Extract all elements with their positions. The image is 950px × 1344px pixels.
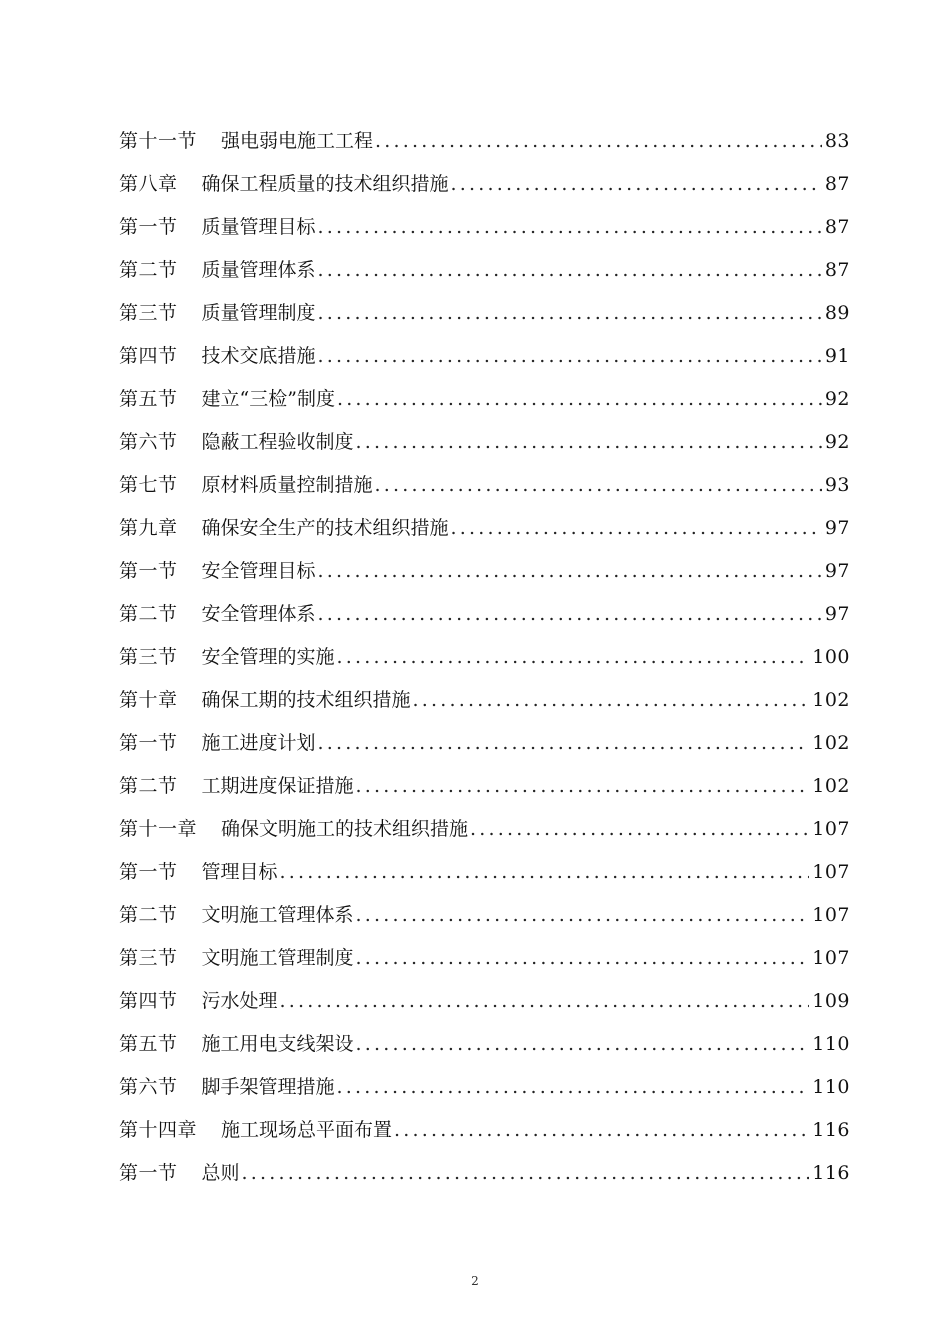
toc-entry-title: 污水处理 xyxy=(201,990,278,1012)
toc-entry-label: 第十四章 xyxy=(119,1119,198,1141)
toc-dot-leader xyxy=(318,292,822,335)
toc-entry-label: 第一节 xyxy=(119,216,178,238)
toc-dot-leader xyxy=(413,679,810,722)
toc-entry-label: 第十一节 xyxy=(119,130,198,152)
toc-dot-leader xyxy=(318,249,822,292)
toc-entry-label: 第七节 xyxy=(119,474,178,496)
toc-entry-title: 施工进度计划 xyxy=(201,732,316,754)
toc-entry[interactable] xyxy=(119,808,850,851)
toc-entry-page: 107 xyxy=(812,904,850,926)
toc-entry[interactable] xyxy=(119,851,850,894)
toc-entry-page: 92 xyxy=(824,388,850,410)
toc-entry[interactable] xyxy=(119,464,850,507)
toc-entry-page: 97 xyxy=(824,603,850,625)
toc-entry-label: 第一节 xyxy=(119,732,178,754)
toc-entry-label: 第四节 xyxy=(119,990,178,1012)
toc-dot-leader xyxy=(356,1023,810,1066)
toc-entry[interactable] xyxy=(119,1066,850,1109)
toc-entry-title: 安全管理的实施 xyxy=(201,646,335,668)
toc-entry[interactable] xyxy=(119,550,850,593)
toc-entry-page: 100 xyxy=(812,646,850,668)
toc-entry-title: 确保安全生产的技术组织措施 xyxy=(201,517,449,539)
table-of-contents xyxy=(119,120,850,1195)
toc-dot-leader xyxy=(356,894,810,937)
toc-entry[interactable] xyxy=(119,722,850,765)
toc-dot-leader xyxy=(318,722,810,765)
toc-dot-leader xyxy=(337,636,810,679)
toc-entry-page: 91 xyxy=(824,345,850,367)
toc-entry-label: 第五节 xyxy=(119,1033,178,1055)
toc-entry[interactable] xyxy=(119,1023,850,1066)
toc-entry[interactable] xyxy=(119,894,850,937)
toc-entry[interactable] xyxy=(119,163,850,206)
toc-entry-title: 强电弱电施工工程 xyxy=(221,130,374,152)
toc-entry-page: 87 xyxy=(824,216,850,238)
toc-dot-leader xyxy=(337,1066,810,1109)
toc-entry-page: 92 xyxy=(824,431,850,453)
toc-entry-label: 第二节 xyxy=(119,259,178,281)
toc-entry[interactable] xyxy=(119,1109,850,1152)
toc-entry-page: 110 xyxy=(812,1076,850,1098)
toc-entry[interactable] xyxy=(119,206,850,249)
toc-entry-page: 93 xyxy=(824,474,850,496)
toc-entry[interactable] xyxy=(119,421,850,464)
toc-dot-leader xyxy=(280,980,810,1023)
toc-entry-page: 116 xyxy=(812,1119,850,1141)
toc-entry-page: 83 xyxy=(824,130,850,152)
toc-entry-label: 第九章 xyxy=(119,517,178,539)
toc-entry-title: 确保工程质量的技术组织措施 xyxy=(201,173,449,195)
toc-dot-leader xyxy=(451,507,822,550)
toc-entry-label: 第十一章 xyxy=(119,818,198,840)
toc-entry-title: 技术交底措施 xyxy=(201,345,316,367)
toc-entry-label: 第五节 xyxy=(119,388,178,410)
toc-entry-label: 第六节 xyxy=(119,431,178,453)
toc-dot-leader xyxy=(356,421,822,464)
toc-entry-title: 安全管理体系 xyxy=(201,603,316,625)
toc-entry[interactable] xyxy=(119,937,850,980)
toc-entry-title: 确保工期的技术组织措施 xyxy=(201,689,411,711)
toc-entry-label: 第六节 xyxy=(119,1076,178,1098)
toc-entry[interactable] xyxy=(119,593,850,636)
toc-entry-label: 第十章 xyxy=(119,689,178,711)
toc-entry[interactable] xyxy=(119,249,850,292)
toc-entry-title: 管理目标 xyxy=(201,861,278,883)
toc-entry[interactable] xyxy=(119,378,850,421)
toc-entry-page: 97 xyxy=(824,560,850,582)
toc-entry-page: 107 xyxy=(812,947,850,969)
toc-entry[interactable] xyxy=(119,1152,850,1195)
toc-dot-leader xyxy=(318,593,822,636)
toc-dot-leader xyxy=(242,1152,810,1195)
toc-entry-title: 质量管理目标 xyxy=(201,216,316,238)
toc-dot-leader xyxy=(318,206,822,249)
toc-entry[interactable] xyxy=(119,120,850,163)
toc-entry-page: 110 xyxy=(812,1033,850,1055)
toc-dot-leader xyxy=(318,335,822,378)
toc-entry-title: 安全管理目标 xyxy=(201,560,316,582)
toc-entry-title: 文明施工管理制度 xyxy=(201,947,354,969)
page-number: 2 xyxy=(471,1274,479,1288)
toc-entry-label: 第二节 xyxy=(119,904,178,926)
toc-dot-leader xyxy=(375,120,822,163)
toc-entry-label: 第二节 xyxy=(119,775,178,797)
toc-dot-leader xyxy=(337,378,822,421)
toc-entry-page: 109 xyxy=(812,990,850,1012)
toc-entry-title: 工期进度保证措施 xyxy=(201,775,354,797)
toc-entry-label: 第三节 xyxy=(119,302,178,324)
toc-entry-title: 总则 xyxy=(201,1162,240,1184)
toc-entry-page: 97 xyxy=(824,517,850,539)
toc-entry-title: 脚手架管理措施 xyxy=(201,1076,335,1098)
toc-entry-page: 87 xyxy=(824,259,850,281)
toc-entry-title: 原材料质量控制措施 xyxy=(201,474,373,496)
toc-entry-label: 第一节 xyxy=(119,861,178,883)
toc-dot-leader xyxy=(318,550,822,593)
toc-entry-page: 102 xyxy=(812,775,850,797)
toc-entry-page: 107 xyxy=(812,861,850,883)
toc-entry-title: 质量管理体系 xyxy=(201,259,316,281)
toc-dot-leader xyxy=(280,851,810,894)
toc-entry-page: 102 xyxy=(812,732,850,754)
toc-entry-label: 第一节 xyxy=(119,1162,178,1184)
toc-entry-title: 隐蔽工程验收制度 xyxy=(201,431,354,453)
toc-entry[interactable] xyxy=(119,980,850,1023)
toc-entry-page: 102 xyxy=(812,689,850,711)
toc-dot-leader xyxy=(356,937,810,980)
toc-entry-page: 87 xyxy=(824,173,850,195)
toc-entry-title: 确保文明施工的技术组织措施 xyxy=(221,818,469,840)
toc-entry-page: 116 xyxy=(812,1162,850,1184)
toc-entry-label: 第一节 xyxy=(119,560,178,582)
toc-entry-label: 第三节 xyxy=(119,947,178,969)
toc-entry-page: 89 xyxy=(824,302,850,324)
toc-entry[interactable] xyxy=(119,335,850,378)
toc-entry[interactable] xyxy=(119,765,850,808)
toc-entry-page: 107 xyxy=(812,818,850,840)
toc-entry-title: 文明施工管理体系 xyxy=(201,904,354,926)
toc-dot-leader xyxy=(356,765,810,808)
toc-entry-label: 第二节 xyxy=(119,603,178,625)
toc-entry[interactable] xyxy=(119,636,850,679)
toc-dot-leader xyxy=(470,808,809,851)
toc-entry[interactable] xyxy=(119,507,850,550)
toc-entry-label: 第三节 xyxy=(119,646,178,668)
toc-entry[interactable] xyxy=(119,292,850,335)
toc-entry-label: 第八章 xyxy=(119,173,178,195)
toc-dot-leader xyxy=(451,163,822,206)
toc-entry[interactable] xyxy=(119,679,850,722)
toc-entry-title: 质量管理制度 xyxy=(201,302,316,324)
toc-entry-label: 第四节 xyxy=(119,345,178,367)
toc-dot-leader xyxy=(375,464,822,507)
toc-dot-leader xyxy=(394,1109,809,1152)
toc-entry-title: 施工现场总平面布置 xyxy=(221,1119,393,1141)
toc-entry-title: 施工用电支线架设 xyxy=(201,1033,354,1055)
toc-entry-title: 建立“三检”制度 xyxy=(201,388,335,410)
